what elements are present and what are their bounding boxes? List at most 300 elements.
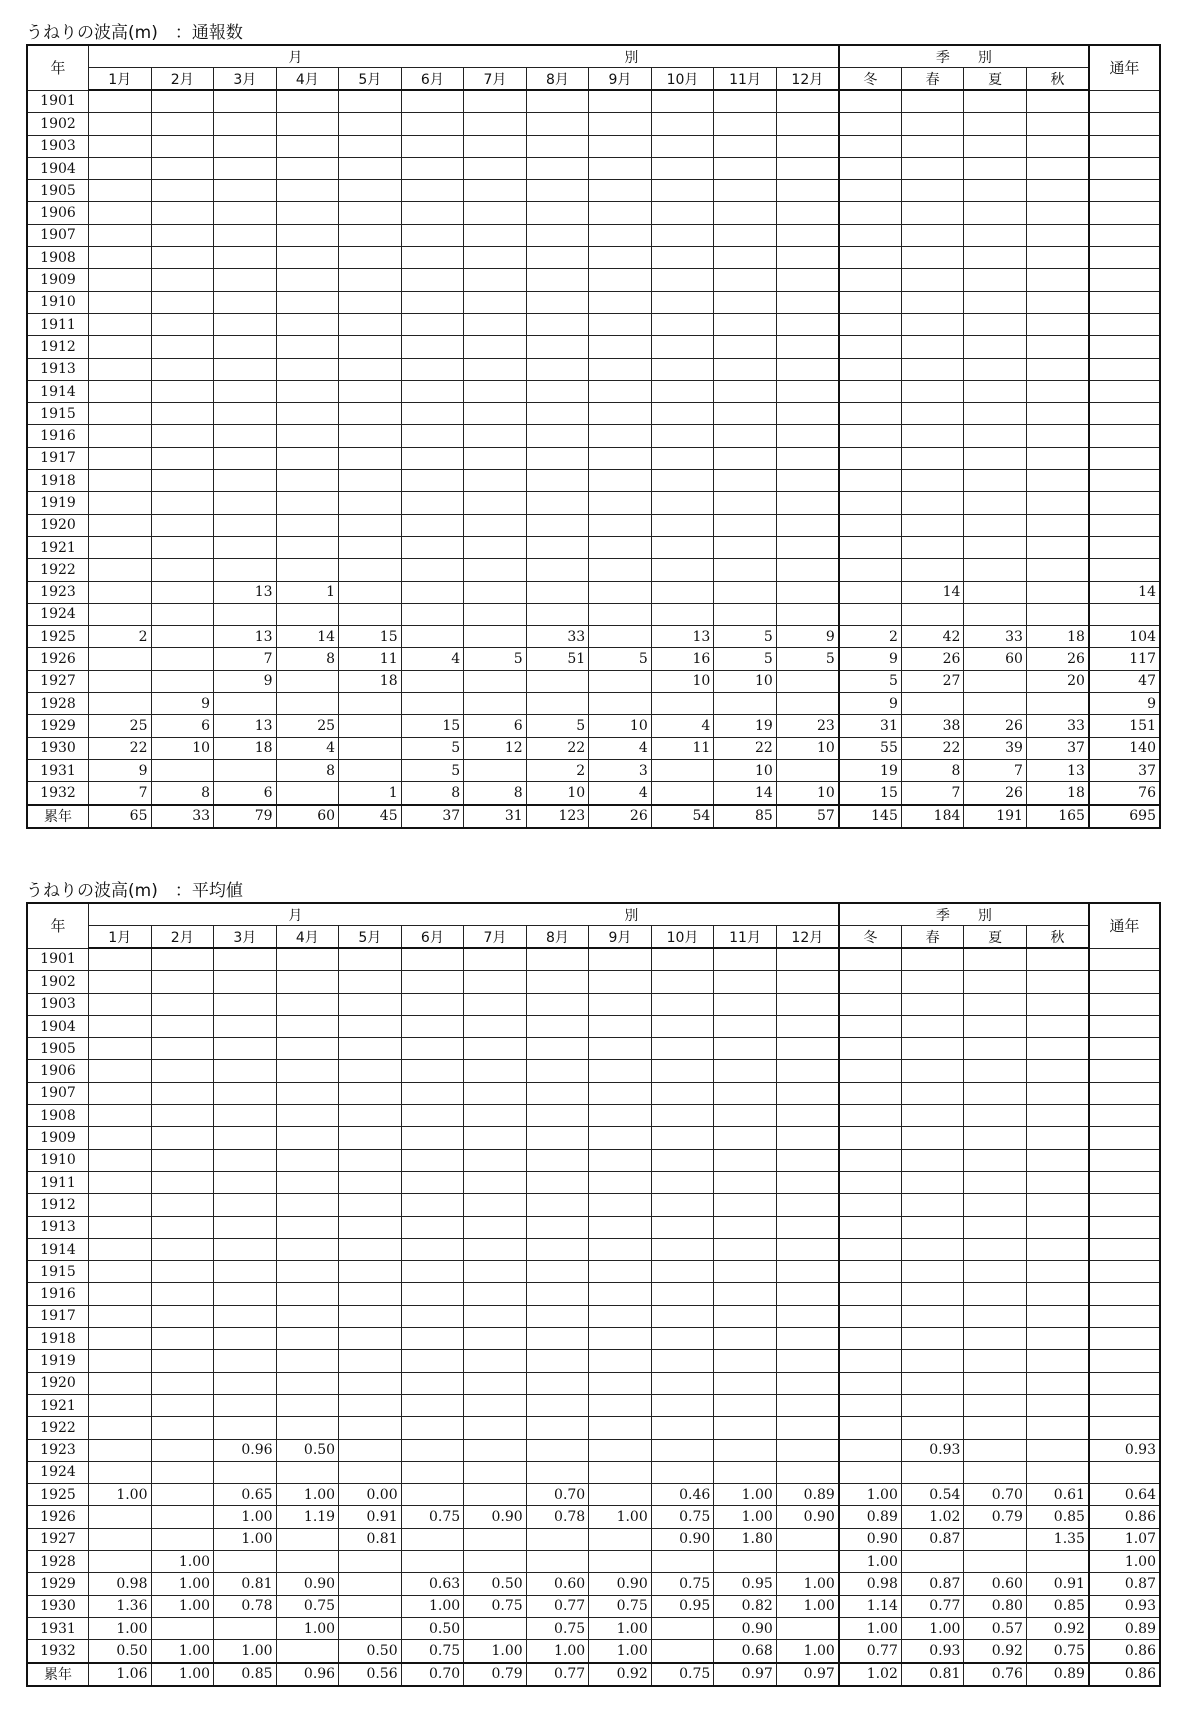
month-value-cell [464,202,527,224]
month-value-cell [651,1328,714,1350]
season-value-cell [901,1551,964,1573]
season-value-cell: 27 [901,670,964,692]
month-value-cell [589,1394,652,1416]
season-column-header: 秋 [1026,68,1089,91]
month-value-cell [151,1216,214,1238]
month-value-cell: 16 [651,648,714,670]
month-value-cell [651,1127,714,1149]
table-row [27,1528,1160,1550]
annual-value-cell [1089,1238,1160,1260]
annual-value-cell: 0.86 [1089,1506,1160,1528]
month-value-cell [651,1261,714,1283]
year-cell: 1925 [27,1484,88,1506]
month-value-cell [214,291,277,313]
month-value-cell: 0.79 [464,1663,527,1686]
month-value-cell [651,536,714,558]
season-value-cell [964,1194,1027,1216]
month-value-cell: 1.00 [151,1595,214,1617]
month-value-cell: 0.78 [526,1506,589,1528]
month-value-cell: 31 [464,805,527,828]
month-value-cell [651,157,714,179]
month-value-cell: 0.50 [339,1640,402,1663]
season-value-cell: 1.00 [839,1551,902,1573]
season-value-cell: 191 [964,805,1027,828]
month-value-cell [151,514,214,536]
season-value-cell [964,948,1027,971]
month-value-cell [88,224,151,246]
month-value-cell [339,993,402,1015]
month-value-cell [276,202,339,224]
month-value-cell [651,514,714,536]
month-value-cell [276,1417,339,1439]
season-value-cell [1026,269,1089,291]
season-value-cell: 0.87 [901,1573,964,1595]
month-value-cell [88,90,151,113]
month-value-cell [589,626,652,648]
month-value-cell [214,403,277,425]
month-value-cell [339,247,402,269]
month-column-header: 8月 [526,926,589,949]
season-value-cell [964,1149,1027,1171]
season-value-cell [964,447,1027,469]
month-value-cell [776,971,839,993]
table-row [27,670,1160,692]
month-value-cell [589,403,652,425]
month-value-cell [339,1105,402,1127]
season-value-cell [1026,1305,1089,1327]
month-value-cell: 10 [589,715,652,737]
month-value-cell [276,90,339,113]
month-value-cell [214,447,277,469]
month-value-cell [589,1372,652,1394]
month-value-cell [589,670,652,692]
month-value-cell [88,1394,151,1416]
month-value-cell [651,581,714,603]
month-value-cell [589,380,652,402]
month-value-cell [276,1261,339,1283]
season-value-cell: 20 [1026,670,1089,692]
season-value-cell [1026,1261,1089,1283]
annual-value-cell [1089,403,1160,425]
annual-value-cell [1089,1261,1160,1283]
annual-value-cell [1089,1417,1160,1439]
month-column-header: 6月 [401,68,464,91]
season-value-cell [1026,1082,1089,1104]
month-value-cell [776,1372,839,1394]
month-value-cell [214,358,277,380]
month-value-cell [651,759,714,781]
season-value-cell [964,358,1027,380]
month-value-cell [651,1394,714,1416]
month-value-cell [526,336,589,358]
month-column-header: 12月 [776,926,839,949]
month-value-cell: 0.75 [526,1617,589,1639]
month-value-cell [88,1305,151,1327]
month-value-cell [526,1171,589,1193]
month-value-cell: 13 [214,626,277,648]
month-value-cell [714,157,777,179]
month-value-cell [88,1551,151,1573]
month-value-cell [464,380,527,402]
month-value-cell [214,113,277,135]
month-value-cell [151,403,214,425]
month-value-cell: 1.00 [214,1640,277,1663]
month-value-cell [339,380,402,402]
month-value-cell [88,492,151,514]
month-column-header: 9月 [589,68,652,91]
month-value-cell [214,313,277,335]
month-value-cell [714,1171,777,1193]
month-value-cell [214,1149,277,1171]
season-value-cell [839,1038,902,1060]
month-value-cell [464,1149,527,1171]
season-value-cell [839,113,902,135]
table-row [27,1640,1160,1663]
month-value-cell: 10 [651,670,714,692]
month-value-cell [714,425,777,447]
season-value-cell [1026,1171,1089,1193]
month-value-cell [88,1216,151,1238]
season-value-cell [839,603,902,625]
month-value-cell: 18 [214,737,277,759]
month-value-cell: 0.77 [526,1663,589,1686]
month-value-cell [401,425,464,447]
month-value-cell [214,1082,277,1104]
season-value-cell [1026,1417,1089,1439]
month-value-cell: 37 [401,805,464,828]
annual-value-cell [1089,291,1160,313]
month-value-cell [776,336,839,358]
month-value-cell [776,1461,839,1483]
month-value-cell [714,1394,777,1416]
month-value-cell: 11 [339,648,402,670]
month-value-cell: 7 [214,648,277,670]
month-value-cell: 0.98 [88,1573,151,1595]
annual-value-cell: 0.93 [1089,1439,1160,1461]
season-value-cell: 0.80 [964,1595,1027,1617]
month-value-cell [339,514,402,536]
month-value-cell: 0.63 [401,1573,464,1595]
annual-value-cell [1089,1283,1160,1305]
month-value-cell [276,157,339,179]
month-value-cell: 0.92 [589,1663,652,1686]
month-value-cell: 1.00 [776,1573,839,1595]
month-value-cell: 0.82 [714,1595,777,1617]
month-value-cell [151,224,214,246]
month-value-cell: 0.56 [339,1663,402,1686]
table-row [27,291,1160,313]
season-value-cell: 1.35 [1026,1528,1089,1550]
month-value-cell [776,135,839,157]
season-value-cell [901,514,964,536]
month-value-cell [151,447,214,469]
month-value-cell [276,1461,339,1483]
annual-value-cell [1089,1060,1160,1082]
annual-value-cell: 0.93 [1089,1595,1160,1617]
month-value-cell [401,670,464,692]
month-value-cell [776,470,839,492]
year-cell: 1915 [27,403,88,425]
month-value-cell [214,1015,277,1037]
month-value-cell [151,581,214,603]
season-value-cell [1026,247,1089,269]
year-cell: 1904 [27,1015,88,1037]
month-value-cell [589,1261,652,1283]
month-value-cell [339,291,402,313]
season-value-cell [964,1015,1027,1037]
year-cell: 1931 [27,1617,88,1639]
month-value-cell [88,157,151,179]
season-value-cell [1026,1216,1089,1238]
annual-value-cell [1089,380,1160,402]
season-value-cell [901,971,964,993]
year-cell: 1925 [27,626,88,648]
year-cell: 1924 [27,603,88,625]
month-value-cell [526,670,589,692]
season-value-cell [964,1038,1027,1060]
month-value-cell: 0.50 [464,1573,527,1595]
month-value-cell [151,603,214,625]
month-value-cell [88,1038,151,1060]
season-value-cell: 0.76 [964,1663,1027,1686]
month-value-cell: 25 [88,715,151,737]
month-value-cell [526,1372,589,1394]
month-value-cell [151,1127,214,1149]
month-value-cell [151,626,214,648]
month-column-header: 10月 [651,68,714,91]
month-value-cell [401,358,464,380]
year-column-header: 年 [27,45,88,90]
month-value-cell [401,581,464,603]
month-column-header: 7月 [464,68,527,91]
month-value-cell [214,1617,277,1639]
season-value-cell [839,135,902,157]
month-value-cell: 33 [151,805,214,828]
month-value-cell [464,536,527,558]
year-cell: 1909 [27,1127,88,1149]
month-value-cell [214,1372,277,1394]
season-value-cell [1026,425,1089,447]
month-value-cell: 2 [526,759,589,781]
month-value-cell: 1.00 [776,1595,839,1617]
month-value-cell [464,470,527,492]
year-cell: 1914 [27,380,88,402]
month-value-cell [464,759,527,781]
month-column-header: 3月 [214,926,277,949]
month-value-cell [339,336,402,358]
year-cell: 1919 [27,1350,88,1372]
month-value-cell: 6 [214,782,277,805]
season-value-cell [1026,1439,1089,1461]
monthly-group-header: 月 別 [88,45,838,68]
month-value-cell [526,90,589,113]
month-value-cell [776,948,839,971]
month-value-cell [151,157,214,179]
season-value-cell [839,1305,902,1327]
month-value-cell [651,1149,714,1171]
month-value-cell [214,1394,277,1416]
month-value-cell: 0.75 [401,1640,464,1663]
table-row [27,1105,1160,1127]
season-value-cell [839,1439,902,1461]
month-value-cell [276,693,339,715]
month-value-cell [464,447,527,469]
month-value-cell [151,948,214,971]
annual-value-cell [1089,1394,1160,1416]
month-value-cell [88,1060,151,1082]
table-row [27,113,1160,135]
annual-value-cell [1089,1149,1160,1171]
season-value-cell [901,1149,964,1171]
month-value-cell [714,1372,777,1394]
month-value-cell [714,1238,777,1260]
month-value-cell [651,113,714,135]
month-value-cell [464,492,527,514]
month-value-cell: 1.00 [589,1506,652,1528]
month-value-cell [339,1216,402,1238]
season-value-cell [964,581,1027,603]
month-value-cell [714,559,777,581]
month-column-header: 11月 [714,926,777,949]
table-row [27,1305,1160,1327]
month-value-cell [401,291,464,313]
month-value-cell [714,1551,777,1573]
month-value-cell [88,180,151,202]
month-value-cell [401,1038,464,1060]
month-value-cell [88,336,151,358]
season-value-cell [964,971,1027,993]
month-value-cell [776,514,839,536]
month-value-cell [88,1105,151,1127]
month-value-cell: 25 [276,715,339,737]
table-row [27,180,1160,202]
season-value-cell: 9 [839,648,902,670]
month-value-cell [714,1149,777,1171]
annual-value-cell [1089,1171,1160,1193]
month-value-cell [214,202,277,224]
season-value-cell [901,1350,964,1372]
month-value-cell [464,1216,527,1238]
month-value-cell [276,782,339,805]
month-value-cell [526,1305,589,1327]
month-value-cell [776,1238,839,1260]
season-value-cell [1026,447,1089,469]
month-value-cell [339,715,402,737]
season-value-cell [839,247,902,269]
month-value-cell: 5 [589,648,652,670]
season-value-cell [964,1261,1027,1283]
month-value-cell [151,1461,214,1483]
season-value-cell [964,336,1027,358]
month-value-cell [464,1060,527,1082]
year-cell: 1928 [27,1551,88,1573]
season-value-cell: 0.92 [964,1640,1027,1663]
month-value-cell [276,1394,339,1416]
season-value-cell: 0.93 [901,1439,964,1461]
month-value-cell [464,224,527,246]
month-value-cell [526,1461,589,1483]
annual-value-cell [1089,603,1160,625]
annual-value-cell [1089,313,1160,335]
month-value-cell [651,358,714,380]
month-value-cell [401,1261,464,1283]
season-value-cell [839,1283,902,1305]
month-value-cell [151,971,214,993]
month-value-cell [714,971,777,993]
month-value-cell [339,1238,402,1260]
month-value-cell [401,157,464,179]
month-value-cell [651,1015,714,1037]
month-value-cell: 1.00 [151,1640,214,1663]
month-value-cell [589,1350,652,1372]
month-value-cell [776,581,839,603]
month-value-cell [401,1015,464,1037]
month-value-cell [464,247,527,269]
season-value-cell [1026,1038,1089,1060]
month-value-cell [214,1127,277,1149]
month-value-cell [714,1417,777,1439]
season-value-cell: 19 [839,759,902,781]
year-cell: 1930 [27,737,88,759]
month-value-cell [151,1439,214,1461]
month-value-cell [88,247,151,269]
season-value-cell [839,90,902,113]
month-value-cell [214,759,277,781]
month-value-cell [589,358,652,380]
month-column-header: 2月 [151,926,214,949]
table-row [27,470,1160,492]
month-value-cell [464,948,527,971]
month-value-cell [151,291,214,313]
month-value-cell [401,380,464,402]
annual-value-cell [1089,135,1160,157]
season-value-cell [964,1439,1027,1461]
season-value-cell: 0.70 [964,1484,1027,1506]
season-value-cell: 42 [901,626,964,648]
month-value-cell: 5 [526,715,589,737]
annual-value-cell [1089,247,1160,269]
season-value-cell: 60 [964,648,1027,670]
month-value-cell [401,470,464,492]
month-value-cell [776,759,839,781]
month-value-cell [401,313,464,335]
year-cell: 1921 [27,1394,88,1416]
month-column-header: 10月 [651,926,714,949]
table-row [27,135,1160,157]
month-value-cell [339,90,402,113]
month-value-cell [339,1082,402,1104]
month-value-cell [276,1372,339,1394]
month-value-cell: 0.75 [401,1506,464,1528]
month-value-cell [526,1015,589,1037]
month-value-cell [339,113,402,135]
total-label: 累年 [27,1663,88,1686]
season-value-cell [964,470,1027,492]
season-value-cell [901,1283,964,1305]
season-value-cell [901,202,964,224]
month-value-cell [651,90,714,113]
month-value-cell [589,269,652,291]
month-value-cell [526,1127,589,1149]
season-value-cell: 13 [1026,759,1089,781]
table-row [27,1417,1160,1439]
month-value-cell: 60 [276,805,339,828]
month-value-cell [401,336,464,358]
month-column-header: 7月 [464,926,527,949]
annual-value-cell: 0.86 [1089,1663,1160,1686]
season-value-cell [964,1238,1027,1260]
annual-value-cell [1089,224,1160,246]
